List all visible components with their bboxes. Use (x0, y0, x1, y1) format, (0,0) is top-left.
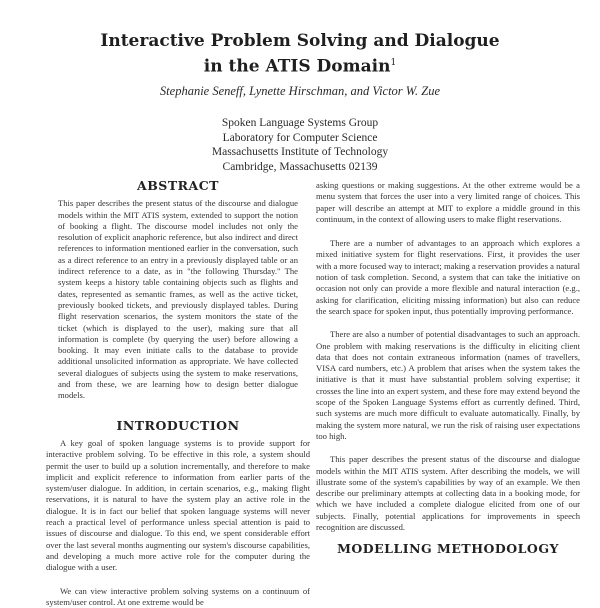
affiliation-block (0, 116, 600, 174)
author-list: Stephanie Seneff, Lynette Hirschman, and Victor W. Zue (0, 84, 600, 99)
affiliation-line: Cambridge, Massachusetts 02139 (0, 160, 600, 175)
abstract-text: This paper describes the present status of the discourse and dialogue models within the MIT ATIS system, extended to support the notion of booking a flight. The discourse model includes not only the resolution of explicit anaphoric reference, but also indirect and direct references to information mentioned earlier in the conversation, such as a direct reference to an entry in a previously displayed table or an indirect reference to a date, as in "the following Thursday." The system keeps a history table containing objects such as flights and dates, represented as semantic frames, as well as the active ticket, previously booked tickets, and previously displayed tables. During flight reservation scenarios, the system monitors the state of the ticket (which is displayed to the user), making sure that all information is complete (by querying the user) before allowing a booking. It may even initiate calls to the database to provide additional unsolicited information as appropriate. We have collected several dialogues of subjects using the system to make reservations, and from these, we are learning how to design better dialogue models. (46, 198, 310, 401)
introduction-paragraph-2: We can view interactive problem solving systems on a continuum of system/user control. At one extreme would be (46, 586, 310, 608)
affiliation-line: Massachusetts Institute of Technology (0, 145, 600, 160)
title-footnote-marker: 1 (390, 58, 396, 68)
affiliation-line: Spoken Language Systems Group (0, 116, 600, 131)
modelling-methodology-heading: MODELLING METHODOLOGY (316, 543, 580, 554)
right-paragraph-1: asking questions or making suggestions. At the other extreme would be a menu system that forces the user into a very limited range of choices. This paper will describe an attempt at MIT to explore a middle ground in this continuum, in the context of allowing users to make flight reservations. (316, 180, 580, 225)
right-paragraph-4: This paper describes the present status of the discourse and dialogue models within the MIT ATIS system. After describing the models, we will illustrate some of the system's capabilities by way of an example. We then describe our preliminary attempts at collecting data in a booking mode, for which we have included a complete dialogue elicited from one of our subjects. Finally, potential applications for improvements in speech recognition are discussed. (316, 454, 580, 533)
affiliation-line: Laboratory for Computer Science (0, 131, 600, 146)
right-column (316, 180, 580, 562)
title-line-2-text: in the ATIS Domain (204, 57, 391, 77)
right-paragraph-2: There are a number of advantages to an approach which explores a mixed initiative system for flight reservations. First, it provides the user with a more focused way to interact; making a reservation provides a natural notion of task completion. Second, a system that can take the initiative on occasion not only can provide a more flexible and natural interaction (e.g., asking for clarification, eliciting missing information) but also can reduce the search space for spoken input, thus potentially improving performance. (316, 238, 580, 317)
right-paragraph-3: There are also a number of potential disadvantages to such an approach. One problem with making reservations is the difficulty in eliciting client data that does not contain extraneous information (names of travellers, VISA card numbers, etc.) A problem that arises when the system takes the initiative is that it must have substantial problem solving expertise; it crosses the line into an expert system, and these fore may extend beyond the scope of the Spoken Language Systems effort as currently defined. Third, such systems are much more difficult to evaluate automatically. Finally, by making the system more natural, we run the risk of raising user expectations too high. (316, 329, 580, 442)
title-line-1: Interactive Problem Solving and Dialogue (0, 30, 600, 52)
left-column (46, 180, 310, 608)
introduction-heading: INTRODUCTION (46, 420, 310, 431)
abstract-heading: ABSTRACT (46, 180, 310, 191)
introduction-paragraph-1: A key goal of spoken language systems is to provide support for interactive problem solving. To be effective in this role, a system should permit the user to build up a solution incrementally, and therefore to make implicit and explicit reference to information from earlier parts of the system/user dialogue. In addition, in certain scenarios, e.g., making flight reservations, it is natural to have the system play an active role in the dialogue. It is in fact our belief that spoken language systems will never reach a practical level of performance unless special attention is paid to issues of discourse and dialogue. To this end, we spent considerable effort over the last several months augmenting our system's discourse capabilities, and developing a much more active role for the computer during the dialogue with a user. (46, 438, 310, 574)
title-line-2 (0, 52, 600, 78)
paper-title (0, 30, 600, 78)
